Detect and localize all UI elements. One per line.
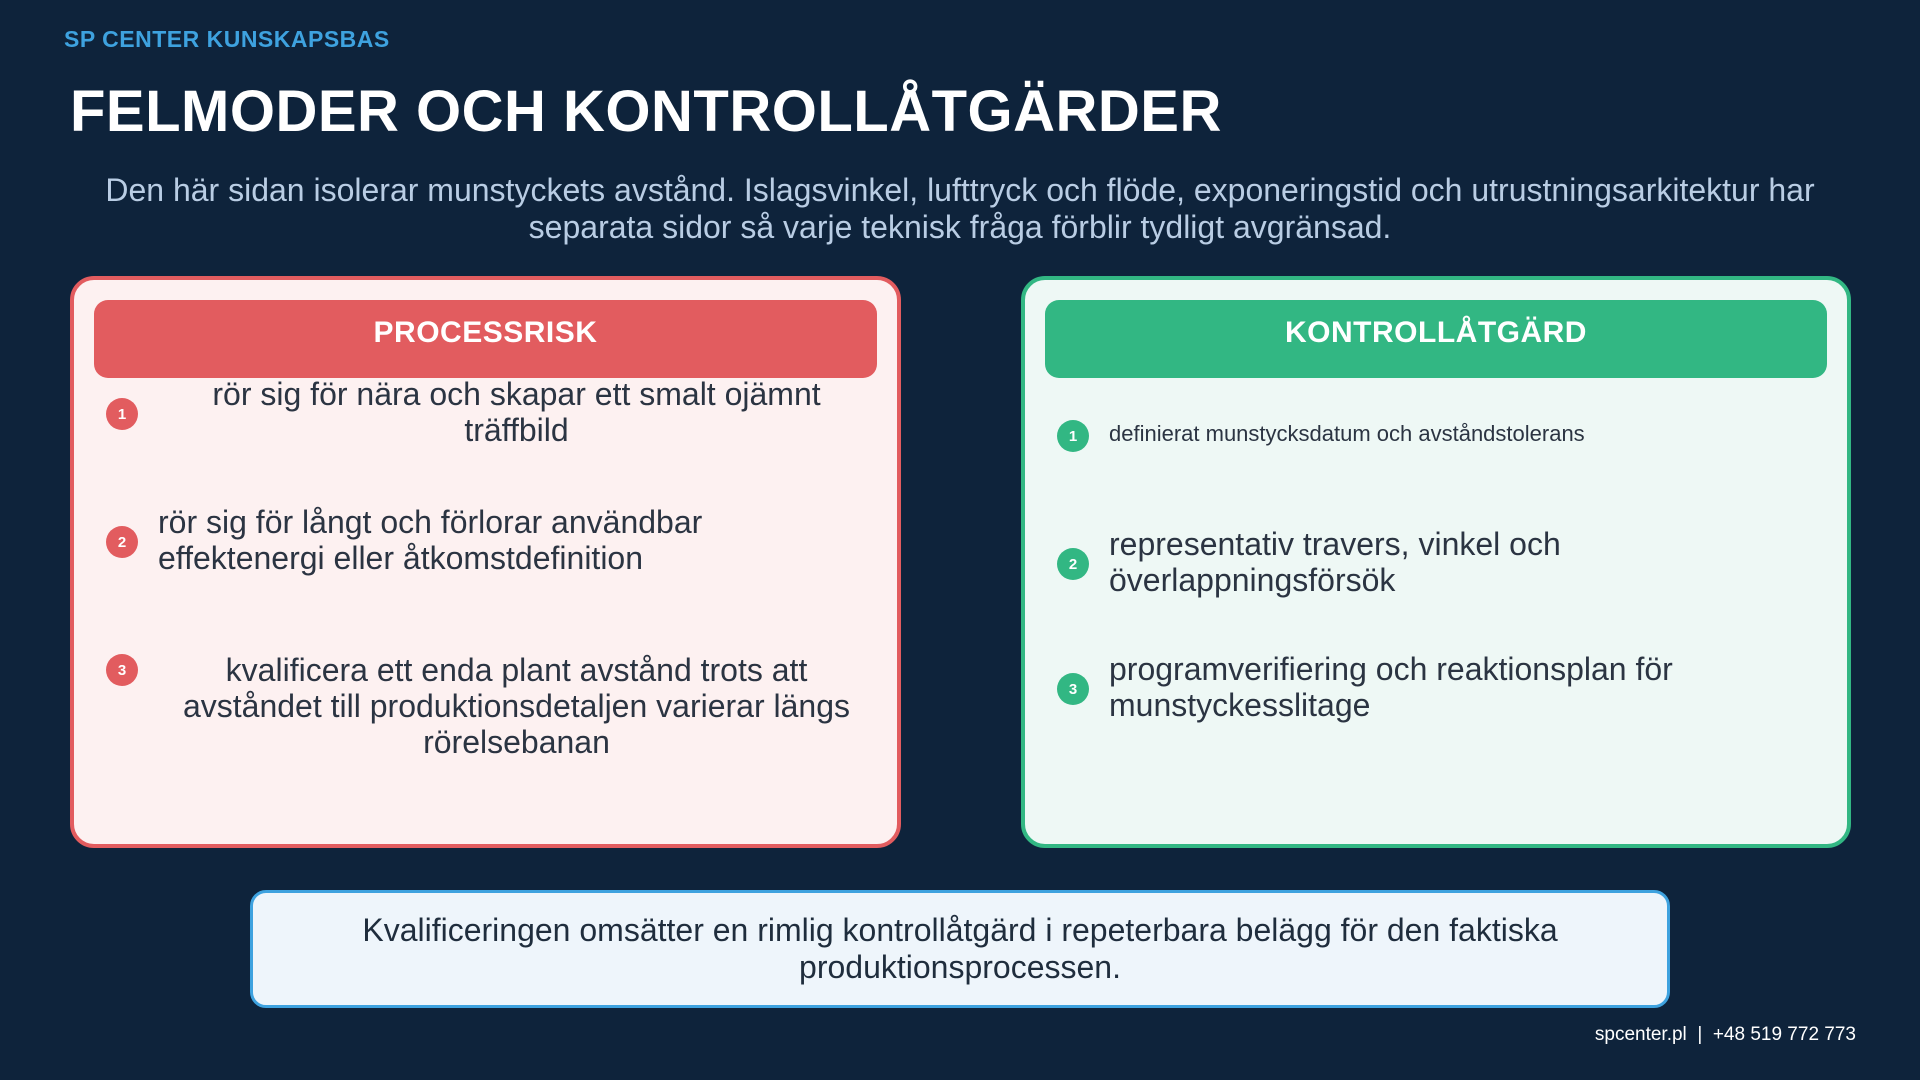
control-item-3 (1057, 651, 1817, 731)
summary-callout (250, 890, 1670, 1008)
risk-item-3 (106, 652, 867, 772)
footer-contact: spcenter.pl | +48 519 772 773 (1594, 1024, 1856, 1045)
page-subtitle: Den här sidan isolerar munstyckets avstånd. Islagsvinkel, lufttryck och flöde, exponeringstid och utrustningsarkitektur har separata sidor så varje teknisk fråga förblir tydligt avgränsad. (105, 172, 1815, 245)
control-item-2 (1057, 526, 1817, 606)
control-item-text: programverifiering och reaktionsplan för munstyckesslitage (1109, 651, 1673, 723)
number-badge: 1 (106, 398, 138, 430)
risk-item-text: kvalificera ett enda plant avstånd trots att avståndet till produktionsdetaljen varierar längs rörelsebanan (182, 652, 851, 760)
summary-callout-text: Kvalificeringen omsätter en rimlig kontrollåtgärd i repeterbara belägg för den faktiska produktionsprocessen. (362, 912, 1558, 985)
number-badge: 3 (106, 654, 138, 686)
process-risk-heading: PROCESSRISK (94, 300, 877, 378)
kicker-label: SP CENTER KUNSKAPSBAS (64, 26, 390, 52)
control-item-text: definierat munstycksdatum och avståndstolerans (1109, 421, 1585, 446)
control-measure-panel (1021, 276, 1851, 848)
page-title: FELMODER OCH KONTROLLÅTGÄRDER (70, 79, 1222, 144)
process-risk-panel (70, 276, 901, 848)
number-badge: 2 (106, 526, 138, 558)
risk-item-2 (106, 504, 867, 584)
control-measure-heading: KONTROLLÅTGÄRD (1045, 300, 1827, 378)
risk-item-1 (106, 376, 867, 456)
control-item-text: representativ travers, vinkel och överlappningsförsök (1109, 526, 1561, 598)
number-badge: 2 (1057, 548, 1089, 580)
control-item-1 (1057, 420, 1817, 460)
number-badge: 3 (1057, 673, 1089, 705)
risk-item-text: rör sig för långt och förlorar användbar effektenergi eller åtkomstdefinition (158, 504, 703, 576)
risk-item-text: rör sig för nära och skapar ett smalt ojämnt träffbild (212, 376, 821, 448)
number-badge: 1 (1057, 420, 1089, 452)
